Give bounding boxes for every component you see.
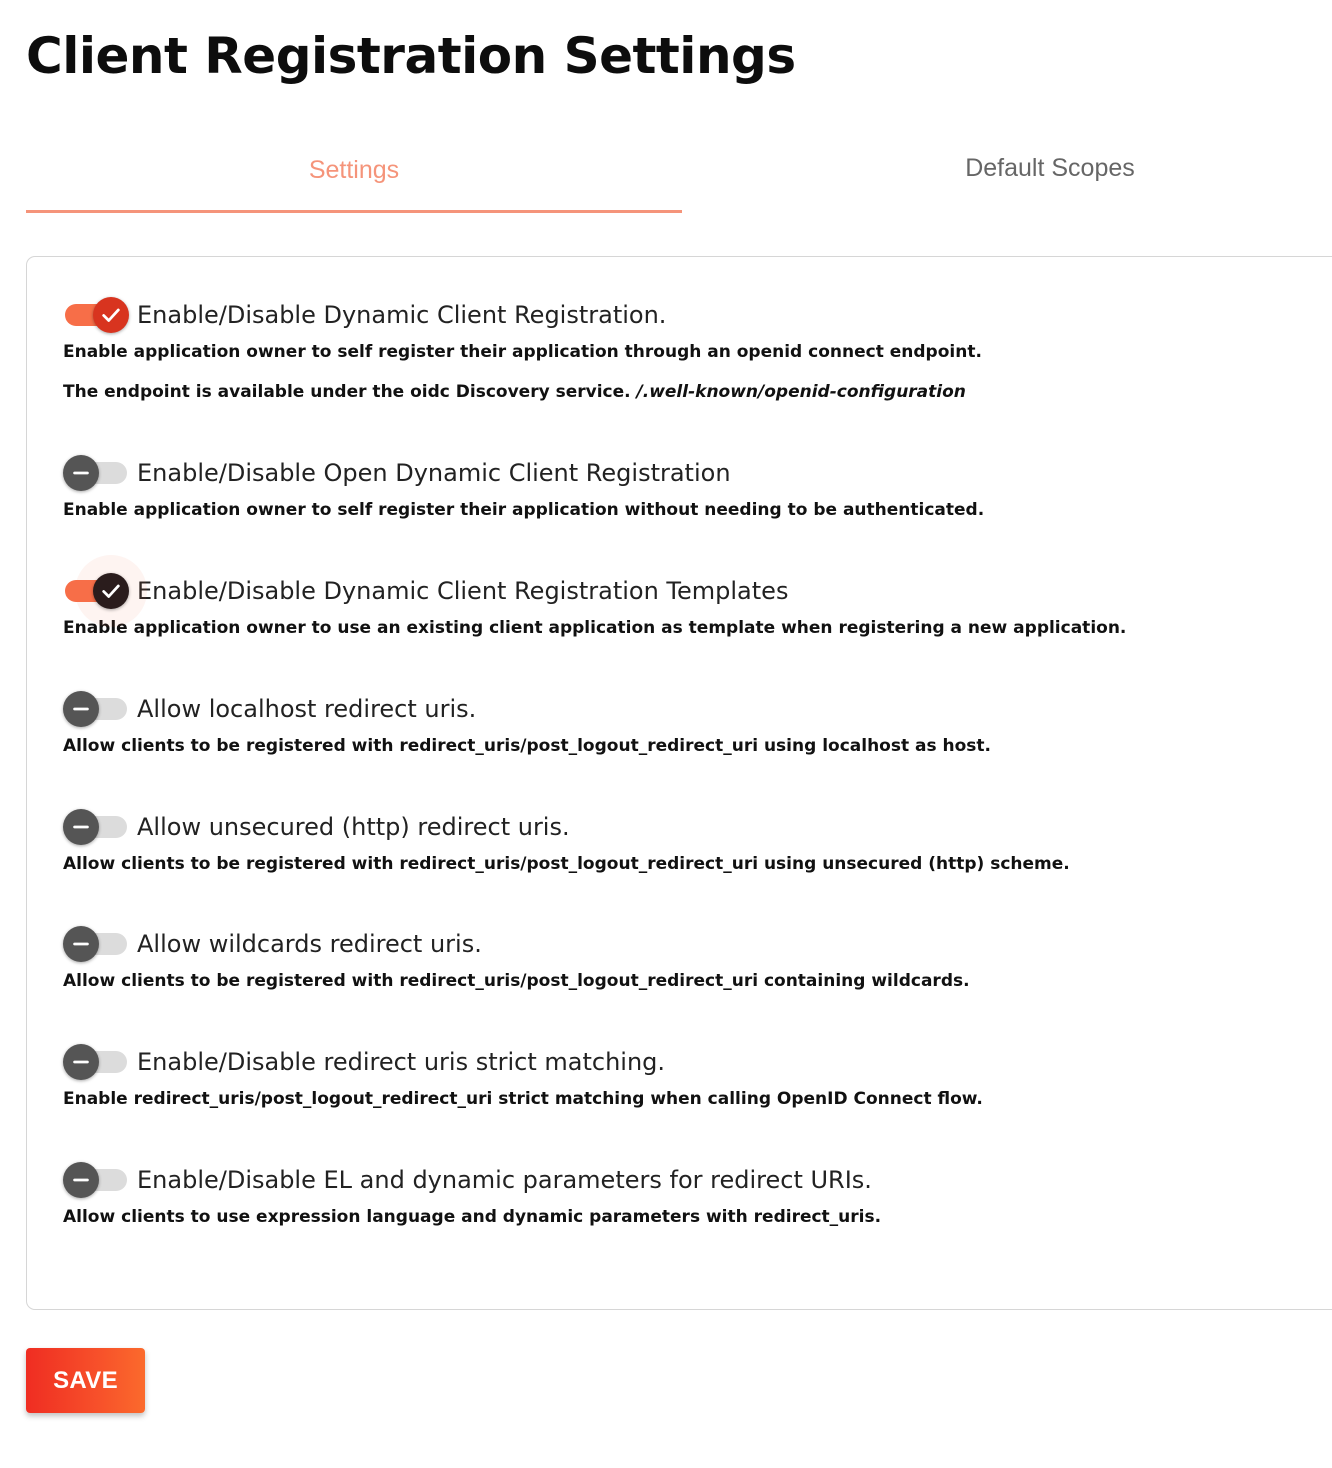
- toggle-knob: [93, 297, 129, 333]
- minus-icon: [70, 462, 92, 484]
- el-dynamic-parameters-toggle[interactable]: [63, 1162, 129, 1198]
- minus-icon: [70, 1051, 92, 1073]
- setting-allow-wildcards-redirect-uris: [63, 926, 1313, 992]
- setting-redirect-uris-strict-matching: [63, 1044, 1313, 1110]
- minus-icon: [70, 1169, 92, 1191]
- toggle-knob: [63, 926, 99, 962]
- dynamic-client-registration-toggle[interactable]: [63, 297, 129, 333]
- setting-description: Allow clients to be registered with redirect_uris/post_logout_redirect_uri containing wildcards.: [63, 971, 970, 991]
- minus-icon: [70, 933, 92, 955]
- setting-title: Allow wildcards redirect uris.: [137, 930, 482, 958]
- setting-title: Allow unsecured (http) redirect uris.: [137, 813, 570, 841]
- tab-default-scopes[interactable]: Default Scopes: [965, 153, 1135, 182]
- setting-dynamic-client-registration: [63, 297, 1313, 403]
- allow-localhost-redirect-uris-toggle[interactable]: [63, 691, 129, 727]
- toggle-knob: [63, 691, 99, 727]
- dynamic-client-registration-templates-toggle[interactable]: [63, 573, 129, 609]
- toggle-knob: [63, 1044, 99, 1080]
- setting-title: Enable/Disable Dynamic Client Registration Templates: [137, 577, 789, 605]
- check-icon: [100, 304, 122, 326]
- toggle-knob: [63, 455, 99, 491]
- setting-description: Allow clients to be registered with redirect_uris/post_logout_redirect_uri using localhost as host.: [63, 736, 992, 756]
- tab-bar: [26, 130, 1332, 212]
- setting-description: Allow clients to be registered with redirect_uris/post_logout_redirect_uri using unsecured (http) scheme.: [63, 854, 1070, 874]
- minus-icon: [70, 698, 92, 720]
- setting-title: Enable/Disable EL and dynamic parameters for redirect URIs.: [137, 1166, 872, 1194]
- setting-description: Enable application owner to self register their application without needing to be authenticated.: [63, 500, 985, 520]
- settings-card: [26, 256, 1332, 1310]
- open-dynamic-client-registration-toggle[interactable]: [63, 455, 129, 491]
- save-button[interactable]: SAVE: [26, 1348, 145, 1413]
- setting-title: Enable/Disable Open Dynamic Client Registration: [137, 459, 731, 487]
- setting-description: Enable application owner to use an existing client application as template when registering a new application.: [63, 618, 1127, 638]
- setting-description-endpoint: [63, 381, 1313, 403]
- setting-el-dynamic-parameters: [63, 1162, 1313, 1228]
- toggle-knob: [93, 573, 129, 609]
- endpoint-note: The endpoint is available under the oidc Discovery service.: [63, 382, 637, 402]
- setting-description: Enable redirect_uris/post_logout_redirect_uri strict matching when calling OpenID Connect flow.: [63, 1089, 983, 1109]
- setting-dynamic-client-registration-templates: [63, 573, 1313, 639]
- page-title: Client Registration Settings: [26, 27, 796, 85]
- toggle-knob: [63, 1162, 99, 1198]
- setting-title: Enable/Disable redirect uris strict matching.: [137, 1048, 666, 1076]
- check-icon: [100, 580, 122, 602]
- setting-title: Allow localhost redirect uris.: [137, 695, 477, 723]
- setting-description: Enable application owner to self register their application through an openid connect endpoint.: [63, 342, 982, 362]
- setting-description: Allow clients to use expression language and dynamic parameters with redirect_uris.: [63, 1207, 882, 1227]
- redirect-uris-strict-matching-toggle[interactable]: [63, 1044, 129, 1080]
- setting-title: Enable/Disable Dynamic Client Registration.: [137, 301, 667, 329]
- minus-icon: [70, 816, 92, 838]
- tab-settings[interactable]: Settings: [26, 130, 682, 213]
- setting-open-dynamic-client-registration: [63, 455, 1313, 521]
- endpoint-path: /.well-known/openid-configuration: [636, 382, 966, 402]
- allow-unsecured-redirect-uris-toggle[interactable]: [63, 809, 129, 845]
- allow-wildcards-redirect-uris-toggle[interactable]: [63, 926, 129, 962]
- setting-allow-unsecured-redirect-uris: [63, 809, 1313, 875]
- setting-allow-localhost-redirect-uris: [63, 691, 1313, 757]
- toggle-knob: [63, 809, 99, 845]
